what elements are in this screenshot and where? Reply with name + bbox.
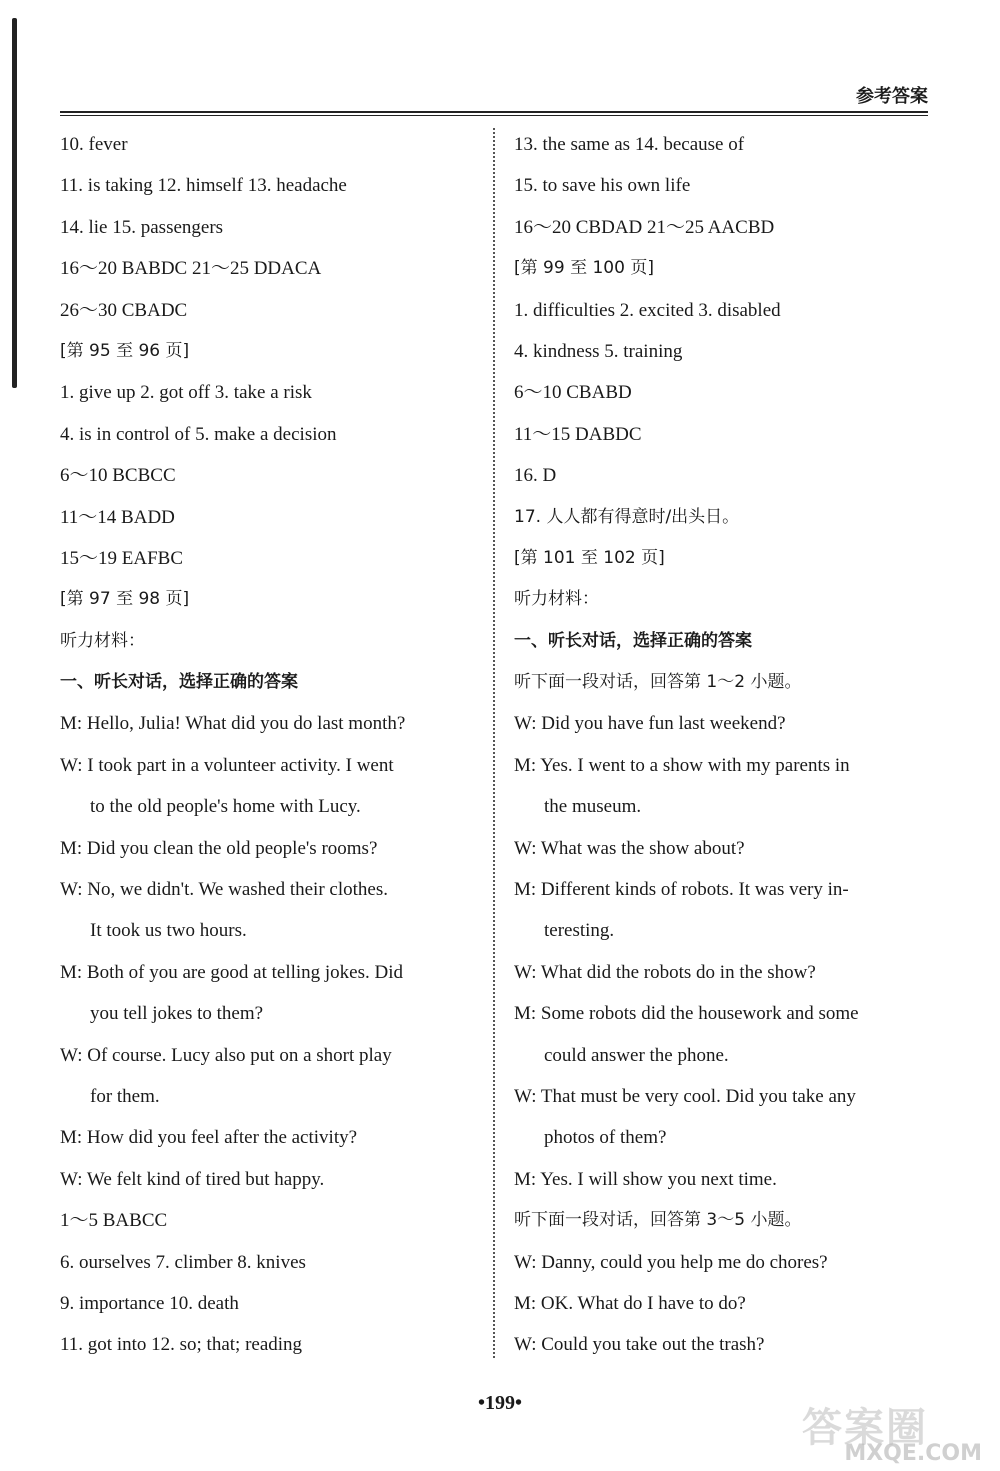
- dialogue-line: M: Yes. I will show you next time.: [514, 1168, 777, 1190]
- dialogue-line: W: No, we didn't. We washed their clothes.: [60, 879, 388, 901]
- dialogue-line: for them.: [90, 1085, 160, 1107]
- right-column: [514, 124, 934, 1366]
- binding-mark: [12, 18, 17, 388]
- answer-line: 6. ourselves 7. climber 8. knives: [60, 1251, 306, 1273]
- dialogue-line: W: Of course. Lucy also put on a short play: [60, 1044, 392, 1066]
- answer-line: 10. fever: [60, 134, 128, 155]
- answer-line: 1. give up 2. got off 3. take a risk: [60, 382, 312, 404]
- column-divider: [493, 128, 495, 1358]
- answer-line: 6～10 CBABD: [514, 382, 632, 404]
- answer-line: 15. to save his own life: [514, 175, 691, 197]
- dialogue-line: W: I took part in a volunteer activity. I went: [60, 754, 394, 776]
- section-heading: [第 95 至 96 页]: [60, 340, 190, 361]
- watermark-logo: 答案圈: [802, 1405, 928, 1451]
- instruction-line: 听下面一段对话，回答第 3～5 小题。: [514, 1210, 802, 1231]
- answer-line: 6～10 BCBCC: [60, 465, 176, 487]
- listening-label: 听力材料：: [514, 589, 599, 610]
- dialogue-line: M: Did you clean the old people's rooms?: [60, 837, 378, 859]
- dialogue-line: you tell jokes to them?: [90, 1003, 264, 1025]
- page-number: •199•: [477, 1392, 522, 1414]
- listening-label: 听力材料：: [60, 630, 145, 651]
- dialogue-line: M: Some robots did the housework and some: [514, 1003, 859, 1025]
- dialogue-line: W: We felt kind of tired but happy.: [60, 1168, 325, 1190]
- section-heading: [第 97 至 98 页]: [60, 589, 190, 610]
- listening-section-title: 一、听长对话，选择正确的答案: [514, 630, 752, 651]
- dialogue-line: W: Did you have fun last weekend?: [514, 713, 786, 735]
- answer-line: 16. D: [514, 465, 557, 487]
- dialogue-line: could answer the phone.: [544, 1044, 729, 1066]
- watermark: [802, 1396, 982, 1466]
- dialogue-line: W: Could you take out the trash?: [514, 1334, 765, 1356]
- answer-line: 15～19 EAFBC: [60, 547, 183, 569]
- answer-line: 16～20 CBDAD 21～25 AACBD: [514, 216, 775, 238]
- dialogue-line: teresting.: [544, 920, 615, 942]
- header-title: 参考答案: [856, 86, 928, 107]
- section-heading: [第 101 至 102 页]: [514, 547, 665, 568]
- left-column: [60, 124, 480, 1366]
- answer-line: 1. difficulties 2. excited 3. disabled: [514, 299, 781, 321]
- dialogue-line: W: What was the show about?: [514, 837, 745, 859]
- answer-line: 17. 人人都有得意时/出头日。: [514, 506, 740, 527]
- dialogue-line: M: OK. What do I have to do?: [514, 1292, 746, 1314]
- answer-line: 11. is taking 12. himself 13. headache: [60, 175, 347, 197]
- dialogue-line: It took us two hours.: [90, 920, 247, 942]
- dialogue-line: W: Danny, could you help me do chores?: [514, 1251, 828, 1273]
- dialogue-line: photos of them?: [544, 1127, 667, 1149]
- page-header: [60, 82, 928, 112]
- dialogue-line: M: Both of you are good at telling jokes. Did: [60, 961, 404, 983]
- dialogue-line: M: Hello, Julia! What did you do last month?: [60, 713, 406, 735]
- dialogue-line: W: What did the robots do in the show?: [514, 961, 816, 983]
- instruction-line: 听下面一段对话，回答第 1～2 小题。: [514, 672, 802, 693]
- answer-line: 11～15 DABDC: [514, 423, 642, 445]
- listening-section-title: 一、听长对话，选择正确的答案: [60, 672, 298, 693]
- watermark-url: MXQE.COM: [844, 1441, 982, 1466]
- section-heading: [第 99 至 100 页]: [514, 258, 654, 279]
- answer-line: 9. importance 10. death: [60, 1292, 239, 1314]
- dialogue-line: W: That must be very cool. Did you take any: [514, 1085, 856, 1107]
- answer-line: 1～5 BABCC: [60, 1210, 168, 1232]
- answer-line: 26～30 CBADC: [60, 299, 188, 321]
- answer-line: 11～14 BADD: [60, 506, 175, 528]
- header-rule: [60, 111, 928, 113]
- answer-line: 4. kindness 5. training: [514, 340, 683, 362]
- dialogue-line: M: Yes. I went to a show with my parents in: [514, 754, 850, 776]
- dialogue-line: M: How did you feel after the activity?: [60, 1127, 358, 1149]
- dialogue-line: M: Different kinds of robots. It was very in-: [514, 879, 849, 901]
- dialogue-line: to the old people's home with Lucy.: [90, 796, 361, 818]
- answer-line: 13. the same as 14. because of: [514, 134, 745, 155]
- dialogue-line: the museum.: [544, 796, 642, 818]
- answer-line: 16～20 BABDC 21～25 DDACA: [60, 258, 322, 280]
- answer-line: 11. got into 12. so; that; reading: [60, 1334, 303, 1356]
- answer-line: 14. lie 15. passengers: [60, 216, 224, 238]
- answer-line: 4. is in control of 5. make a decision: [60, 423, 337, 445]
- header-rule-thin: [60, 115, 928, 116]
